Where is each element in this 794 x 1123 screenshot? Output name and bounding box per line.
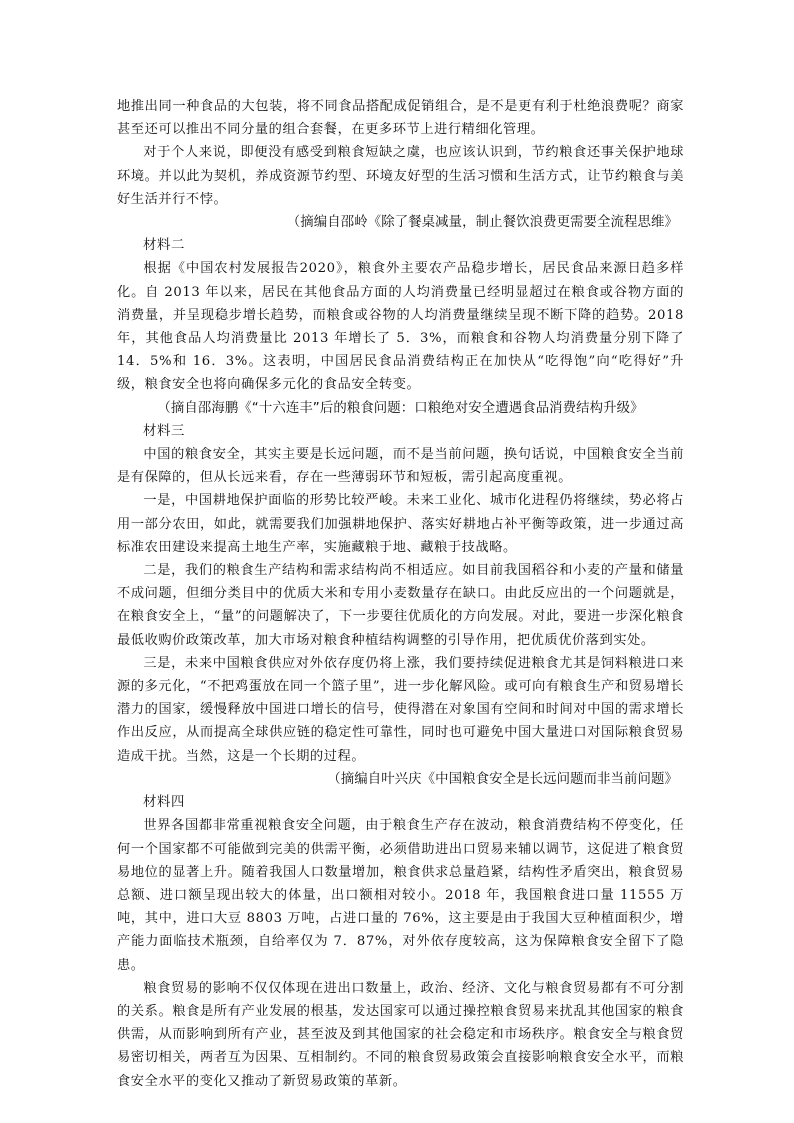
material-heading-3: 材料三 bbox=[143, 423, 185, 439]
material-heading-4: 材料四 bbox=[143, 795, 185, 811]
paragraph-material-4-1: 世界各国都非常重视粮食安全问题，由于粮食生产存在波动，粮食消费结构不停变化，任何一个国家都不可能做到完美的供需平衡，必须借助进出口贸易来辅以调节，这促进了粮食贸易地位的显著上升。随着我国人口数量增加，粮食供求总量趋紧，结构性矛盾突出，粮食贸易总额、进口额呈现出较大的体量，出口额相对较小。2018 年，我国粮食进口量 11555 万吨，其中，进口大豆 8803 万吨，占进口量的 76%，这主要是由于我国大豆种植面积少，增产能力面临技术瓶颈，自给率仅为 7．87%，对外依存度较高，这为保障粮食安全留下了隐患。 bbox=[117, 818, 684, 973]
source-citation-3: （摘编自叶兴庆《中国粮食安全是长远问题而非当前问题》 bbox=[327, 771, 678, 787]
paragraph-material-3-point-2: 二是，我们的粮食生产结构和需求结构尚不相适应。如目前我国稻谷和小麦的产量和储量不成问题，但细分类目中的优质大米和专用小麦数量存在缺口。由此反应出的一个问题就是，在粮食安全上，“量”的问题解决了，下一步要往优质化的方向发展。对此，要进一步深化粮食最低收购价政策改革，加大市场对粮食种植结构调整的引导作用，把优质优价落到实处。 bbox=[117, 563, 684, 648]
material-heading-2: 材料二 bbox=[143, 238, 185, 254]
paragraph-individual: 对于个人来说，即便没有感受到粮食短缺之虞，也应该认识到，节约粮食还事关保护地球环境。并以此为契机，养成资源节约型、环境友好型的生活习惯和生活方式，让节约粮食与美好生活并行不悖。 bbox=[117, 145, 684, 207]
source-citation-2: （摘自邵海鹏《“十六连丰”后的粮食问题：口粮绝对安全遭遇食品消费结构升级》 bbox=[157, 400, 644, 416]
paragraph-material-3-intro: 中国的粮食安全，其实主要是长远问题，而不是当前问题，换句话说，中国粮食安全当前是有保障的，但从长远来看，存在一些薄弱环节和短板，需引起高度重视。 bbox=[117, 447, 684, 486]
paragraph-continuation: 地推出同一种食品的大包装，将不同食品搭配成促销组合，是不是更有利于杜绝浪费呢？商家甚至还可以推出不同分量的组合套餐，在更多环节上进行精细化管理。 bbox=[117, 99, 684, 138]
source-citation-1: （摘编自邵岭《除了餐桌减量，制止餐饮浪费更需要全流程思维》 bbox=[286, 215, 678, 231]
paragraph-material-2: 根据《中国农村发展报告2020》，粮食外主要农产品稳步增长，居民食品来源日趋多样化。自 2013 年以来，居民在其他食品方面的人均消费量已经明显超过在粮食或谷物方面的消费量，并呈现稳步增长趋势，而粮食或谷物的人均消费量继续呈现不断下降的趋势。2018 年，其他食品人均消费量比 2013 年增长了 5．3%，而粮食和谷物人均消费量分别下降了 14．5%和 16．3%。这表明，中国居民食品消费结构正在加快从“吃得饱”向“吃得好”升级，粮食安全也将向确保多元化的食品安全转变。 bbox=[117, 261, 684, 393]
paragraph-material-3-point-1: 一是，中国耕地保护面临的形势比较严峻。未来工业化、城市化进程仍将继续，势必将占用一部分农田，如此，就需要我们加强耕地保护、落实好耕地占补平衡等政策，进一步通过高标准农田建设来提高土地生产率，实施藏粮于地、藏粮于技战略。 bbox=[117, 493, 684, 555]
paragraph-material-4-2: 粮食贸易的影响不仅仅体现在进出口数量上，政治、经济、文化与粮食贸易都有不可分割的关系。粮食是所有产业发展的根基，发达国家可以通过操控粮食贸易来扰乱其他国家的粮食供需，从而影响到所有产业，甚至波及到其他国家的社会稳定和市场秩序。粮食安全与粮食贸易密切相关，两者互为因果、互相制约。不同的粮食贸易政策会直接影响粮食安全水平，而粮食安全水平的变化又推动了新贸易政策的革新。 bbox=[117, 980, 684, 1089]
paragraph-material-3-point-3: 三是，未来中国粮食供应对外依存度仍将上涨，我们要持续促进粮食尤其是饲料粮进口来源的多元化，“不把鸡蛋放在同一个篮子里”，进一步化解风险。或可向有粮食生产和贸易增长潜力的国家，缓慢释放中国进口增长的信号，使得潜在对象国有空间和时间对中国的需求增长作出反应，从而提高全球供应链的稳定性可靠性，同时也可避免中国大量进口对国际粮食贸易造成干扰。当然，这是一个长期的过程。 bbox=[117, 655, 684, 764]
